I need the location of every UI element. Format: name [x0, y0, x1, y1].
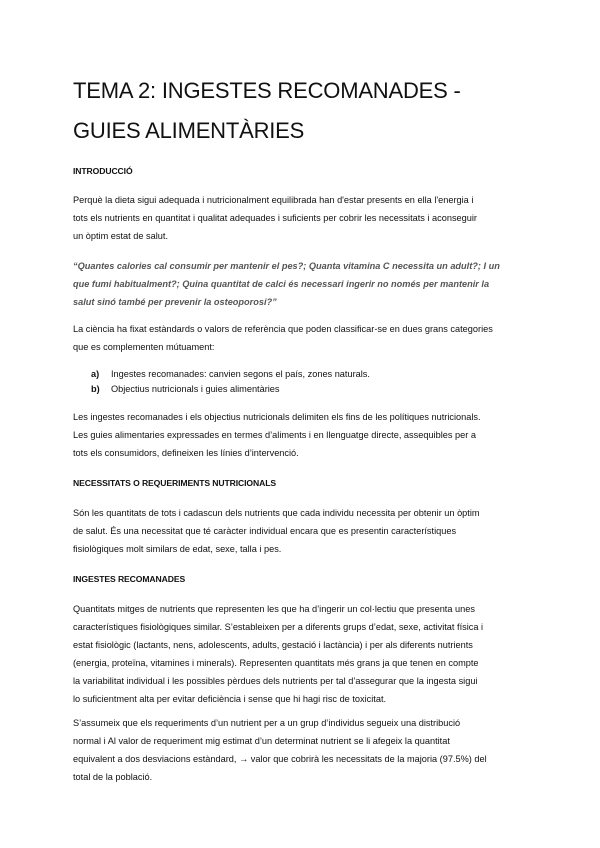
- text-line: equivalent a dos desviacions estàndard, → valor que cobrirà les necessitats de la majoria (97.5%) del: [73, 754, 487, 764]
- intro-paragraph: [73, 191, 543, 245]
- list-marker: b): [91, 384, 100, 394]
- text-line: lo suficientment alta per evitar deficiència i sense que hi hagi risc de toxicitat.: [73, 694, 387, 704]
- text-line: Perquè la dieta sigui adequada i nutricionalment equilibrada han d'estar presents en ella l'energia i: [73, 195, 474, 205]
- text-line: Les guies alimentaries expressades en termes d’aliments i en llenguatge directe, assequibles per a: [73, 430, 476, 440]
- text-line: que es complementen mútuament:: [73, 342, 215, 352]
- text-line: (energia, proteïna, vitamines i minerals). Representen quantitats més grans ja que tenen en compte: [73, 658, 479, 668]
- list-text: Objectius nutricionals i guies alimentàries: [111, 384, 280, 394]
- text-line: salut sinó també per prevenir la osteoporosi?”: [73, 297, 277, 307]
- assumeix-paragraph: [73, 714, 543, 786]
- text-line: La ciència ha fixat estàndards o valors de referència que poden classificar-se en dues grans categories: [73, 324, 493, 334]
- title-line: TEMA 2: INGESTES RECOMANADES -: [73, 78, 461, 103]
- text-line: tots els nutrients en quantitat i qualitat adequades i suficients per cobrir les necessitats i aconseguir: [73, 213, 477, 223]
- text-line: normal i Al valor de requeriment mig estimat d’un determinat nutrient se li afegeix la quantitat: [73, 736, 450, 746]
- text-line: Quantitats mitges de nutrients que representen les que ha d’ingerir un col·lectiu que presenta unes: [73, 604, 475, 614]
- science-paragraph: [73, 320, 543, 356]
- necessitats-paragraph: [73, 504, 543, 558]
- quote-paragraph: [73, 257, 543, 311]
- necessitats-heading: NECESSITATS O REQUERIMENTS NUTRICIONALS: [73, 478, 276, 488]
- text-line: S’assumeix que els requeriments d’un nutrient per a un grup d’individus segueix una distribució: [73, 718, 461, 728]
- title-line: GUIES ALIMENTÀRIES: [73, 118, 305, 143]
- text-line: total de la població.: [73, 772, 153, 782]
- text-line: estat fisiològic (lactants, nens, adolescents, adults, gestació i lactància) i per als diferents nutrients: [73, 640, 473, 650]
- page-title: [73, 71, 543, 151]
- ingestes-paragraph: [73, 408, 543, 462]
- ingestes-recomanades-paragraph: [73, 600, 543, 708]
- text-line: un òptim estat de salut.: [73, 231, 168, 241]
- text-line: Les ingestes recomanades i els objectius nutricionals delimiten els fins de les polítiques nutricionals.: [73, 412, 481, 422]
- list-text: Ingestes recomanades: canvien segons el país, zones naturals.: [111, 369, 370, 379]
- text-line: característiques fisiològiques similar. S’estableixen per a diferents grups d’edat, sexe, activitat física i: [73, 622, 484, 632]
- intro-heading: INTRODUCCIÓ: [73, 166, 133, 176]
- text-line: tots els consumidors, defineixen les línies d’intervenció.: [73, 448, 299, 458]
- text-line: de salut. És una necessitat que té caràcter individual encara que es presentin característiques: [73, 526, 457, 536]
- text-line: fisiològiques molt similars de edat, sexe, talla i pes.: [73, 544, 282, 554]
- list-item: [91, 382, 280, 397]
- text-line: la variabilitat individual i les possibles pèrdues dels nutrients per tal d’assegurar que la ingesta sigui: [73, 676, 478, 686]
- list-item: [91, 367, 370, 382]
- text-line: Són les quantitats de tots i cadascun dels nutrients que cada individu necessita per obtenir un òptim: [73, 508, 480, 518]
- text-line: “Quantes calories cal consumir per mantenir el pes?; Quanta vitamina C necessita un adult?; I un: [73, 261, 500, 271]
- ingestes-recomanades-heading: INGESTES RECOMANADES: [73, 574, 186, 584]
- list-marker: a): [91, 369, 100, 379]
- text-line: que fumi habitualment?; Quina quantitat de calci és necessari ingerir no només per mantenir la: [73, 279, 490, 289]
